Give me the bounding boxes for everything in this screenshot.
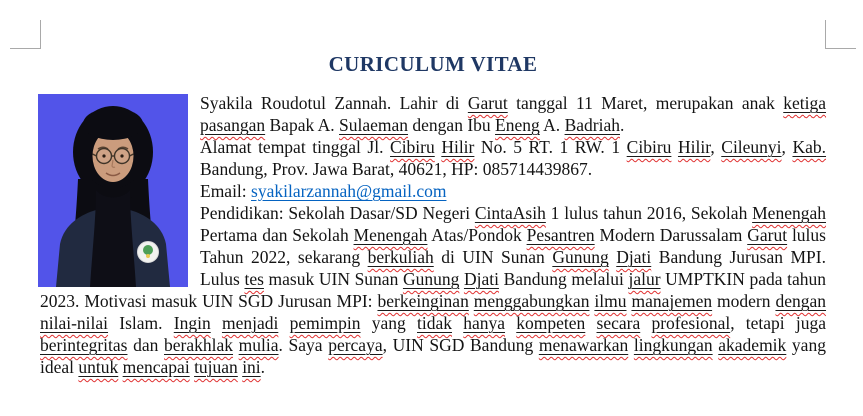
profile-photo	[38, 94, 188, 287]
misspelled-word: tujuan	[194, 357, 238, 377]
text-run: Alamat tempat tinggal Jl.	[200, 137, 391, 157]
misspelled-word: ketiga	[783, 93, 827, 113]
text-boundary-mark-top-left	[10, 20, 41, 49]
misspelled-word: Kab.	[792, 137, 827, 157]
text-run: A.	[539, 115, 565, 135]
text-run: dengan Ibu	[408, 115, 496, 135]
misspelled-word: tes	[244, 269, 264, 289]
text-run: Atas/Pondok	[427, 225, 527, 245]
text-run	[585, 313, 596, 333]
text-run: , UIN SGD Bandung	[382, 335, 539, 355]
misspelled-word: Menengah	[353, 225, 428, 245]
misspelled-word: Gunung	[402, 269, 460, 289]
text-run: Bapak A.	[265, 115, 340, 135]
text-run: . Saya	[278, 335, 329, 355]
misspelled-word: Djati	[463, 269, 499, 289]
text-run	[452, 313, 463, 333]
misspelled-word: berintegritas	[40, 335, 128, 355]
misspelled-word: Hilir	[441, 137, 475, 157]
text-run: tanggal 11 Maret, merupakan anak	[507, 93, 784, 113]
uniform-badge	[138, 242, 159, 263]
misspelled-word: menawarkan	[538, 335, 629, 355]
misspelled-word: berkuliah	[367, 247, 434, 267]
misspelled-word: ilmu	[594, 291, 627, 311]
misspelled-word: Pesantren	[526, 225, 595, 245]
text-run: .	[260, 357, 266, 377]
misspelled-word: Djati	[616, 247, 652, 267]
misspelled-word: tidak	[417, 313, 452, 333]
misspelled-word: akademik	[718, 335, 787, 355]
text-run: ,	[781, 137, 793, 157]
text-run	[505, 313, 516, 333]
misspelled-word: Cibiru	[390, 137, 435, 157]
misspelled-word: hanya	[463, 313, 506, 333]
text-run	[640, 313, 651, 333]
text-boundary-mark-top-right	[825, 20, 856, 49]
misspelled-word: Garut	[747, 225, 788, 245]
text-run: 1 lulus tahun 2016, Sekolah	[545, 203, 753, 223]
misspelled-word: kompeten	[516, 313, 586, 333]
text-run: Modern Darussalam	[594, 225, 748, 245]
misspelled-word: nilai-nilai	[40, 313, 109, 333]
misspelled-word: Garut	[467, 93, 508, 113]
misspelled-word: secara	[596, 313, 641, 333]
misspelled-word: Cibiru	[626, 137, 672, 157]
misspelled-word: menjadi	[221, 313, 279, 333]
misspelled-word: Badriah	[564, 115, 620, 135]
text-run: dan	[127, 335, 165, 355]
text-run: , tetapi juga	[730, 313, 827, 333]
misspelled-word: pemimpin	[289, 313, 361, 333]
misspelled-word: profesional	[651, 313, 731, 333]
misspelled-word: Eneng	[495, 115, 540, 135]
misspelled-word: berkeinginan	[377, 291, 469, 311]
misspelled-word: CintaAsih	[474, 203, 546, 223]
misspelled-word: berakhlak	[164, 335, 234, 355]
text-run: lulus Tahun 2022, sekarang	[200, 225, 826, 267]
misspelled-word: percaya	[328, 335, 383, 355]
misspelled-word: pasangan	[200, 115, 266, 135]
page-title: CURICULUM VITAE	[328, 52, 538, 76]
text-run: Email:	[200, 181, 252, 201]
misspelled-word: Gunung	[552, 247, 609, 267]
text-run: No. 5 RT. 1 RW. 1	[474, 137, 627, 157]
text-run: Syakila Roudotul Zannah. Lahir di	[200, 93, 468, 113]
misspelled-word: jalur	[628, 269, 661, 289]
cv-body	[40, 92, 826, 378]
text-run: Bandung, Prov. Jawa Barat, 40621, HP: 085714439867.	[200, 159, 593, 179]
misspelled-word: menggabungkan	[473, 291, 590, 311]
text-run: di UIN Sunan	[433, 247, 553, 267]
text-run: Bandung melalui	[498, 269, 629, 289]
misspelled-word: Menengah	[752, 203, 826, 223]
misspelled-word: mulia	[238, 335, 279, 355]
misspelled-word: lingkungan	[633, 335, 713, 355]
text-run: Pendidikan: Sekolah Dasar/SD Negeri	[200, 203, 475, 223]
email-link[interactable]: syakilarzannah@gmail.com	[251, 181, 447, 201]
misspelled-word: mencapai	[122, 357, 190, 377]
misspelled-word: Ingin	[173, 313, 211, 333]
text-run: Pertama dan Sekolah	[200, 225, 354, 245]
misspelled-word: Sulaeman	[339, 115, 409, 135]
text-run: .	[619, 115, 625, 135]
text-run	[211, 313, 222, 333]
text-run	[278, 313, 289, 333]
text-run: yang	[360, 313, 417, 333]
page-content	[40, 52, 826, 378]
text-run: yang ideal	[40, 335, 826, 377]
text-run: modern	[712, 291, 776, 311]
misspelled-word: untuk	[78, 357, 119, 377]
misspelled-word: dengan	[775, 291, 827, 311]
text-run: Islam.	[108, 313, 174, 333]
text-run: masuk UIN Sunan	[263, 269, 403, 289]
misspelled-word: ini	[242, 357, 261, 377]
misspelled-word: Hilir	[677, 137, 711, 157]
text-run: Bandung Jurusan MPI. Lulus	[200, 247, 826, 289]
misspelled-word: Cileunyi	[721, 137, 782, 157]
text-run: ,	[710, 137, 722, 157]
misspelled-word: manajemen	[631, 291, 713, 311]
text-run: UMPTKIN pada tahun 2023. Motivasi masuk UIN SGD Jurusan MPI:	[40, 269, 827, 311]
